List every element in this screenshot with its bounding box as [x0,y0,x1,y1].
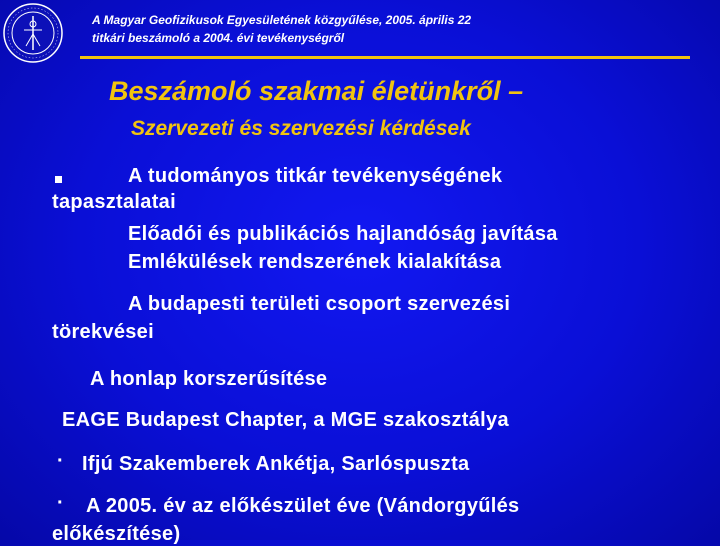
bullet-3: A honlap korszerűsítése [90,368,328,390]
slide-subtitle: Szervezeti és szervezési kérdések [131,117,471,140]
slide-title: Beszámoló szakmai életünkről – [109,76,524,106]
bullet-2-line-1: A budapesti területi csoport szervezési [128,293,511,315]
bullet-1-line-2: tapasztalatai [52,191,176,213]
bullet-5-marker: · [57,450,64,472]
header-line-2: titkári beszámoló a 2004. évi tevékenységről [92,31,345,45]
bullet-5: Ifjú Szakemberek Ankétja, Sarlóspuszta [82,453,470,475]
sub-bullet-1: Előadói és publikációs hajlandóság javítása [128,223,558,245]
bullet-6-marker: · [57,492,64,514]
bullet-1-line-1: A tudományos titkár tevékenységének [128,165,503,187]
bullet-6-line-2: előkészítése) [52,523,181,545]
header-divider [80,56,690,59]
bullet-marker [55,176,62,183]
society-logo [2,2,64,64]
header-line-1: A Magyar Geofizikusok Egyesületének közgyűlése, 2005. április 22 [92,13,472,27]
sub-bullet-2: Emlékülések rendszerének kialakítása [128,251,502,273]
bullet-2-line-2: törekvései [52,321,154,343]
bullet-6-line-1: A 2005. év az előkészület éve (Vándorgyűlés [86,495,520,517]
bullet-4: EAGE Budapest Chapter, a MGE szakosztálya [62,409,509,431]
